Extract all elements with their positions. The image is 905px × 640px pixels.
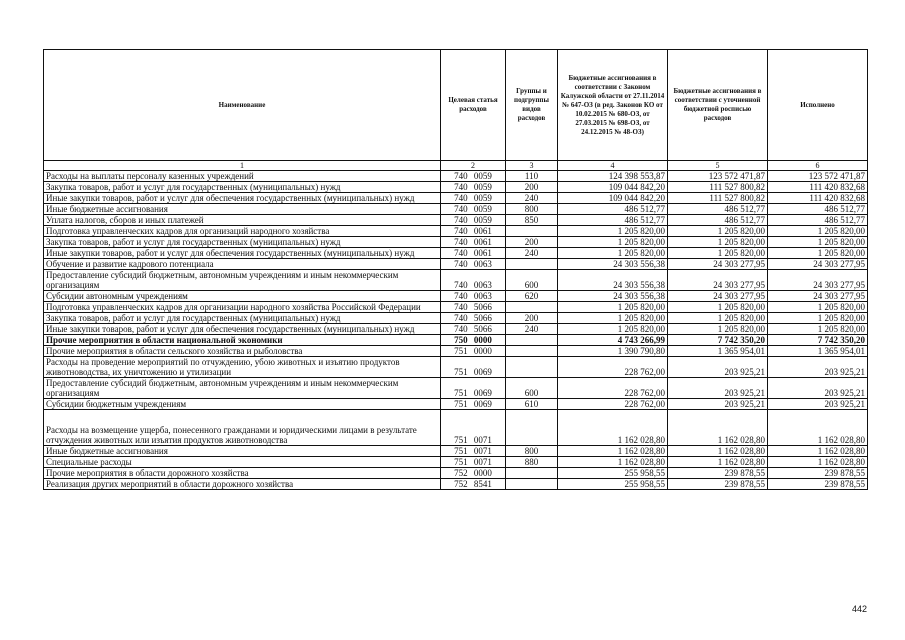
row-target: 740 0059 [441,171,506,182]
row-target: 740 5066 [441,313,506,324]
row-executed: 111 420 832,68 [768,182,868,193]
row-target: 751 0069 [441,378,506,399]
row-target: 751 0071 [441,457,506,468]
row-name: Иные бюджетные ассигнования [44,204,441,215]
row-executed: 1 205 820,00 [768,226,868,237]
row-assignments-schedule: 1 365 954,01 [668,346,768,357]
row-executed: 7 742 350,20 [768,335,868,346]
row-target: 740 0061 [441,226,506,237]
row-target: 740 5066 [441,302,506,313]
row-target: 740 0059 [441,193,506,204]
row-name: Расходы на проведение мероприятий по отчуждению, убою животных и изъятию продуктов животноводства, их уничтожению и утилизации [44,357,441,378]
row-name: Субсидии бюджетным учреждениям [44,399,441,410]
row-target: 740 0063 [441,291,506,302]
row-executed: 24 303 277,95 [768,270,868,291]
budget-table [43,49,868,490]
table-row [44,270,868,291]
row-executed: 486 512,77 [768,204,868,215]
row-executed: 111 420 832,68 [768,193,868,204]
row-assignments-schedule: 1 162 028,80 [668,457,768,468]
row-assignments-schedule: 111 527 800,82 [668,182,768,193]
header-assignments-law: Бюджетные ассигнования в соответствии с Законом Калужской области от 27.11.2014 № 647-ОЗ (в ред. Законов КО от 10.02.2015 № 680-ОЗ, от 27.03.2015 № 698-ОЗ, от 24.12.2015 № 48-ОЗ) [558,50,668,161]
row-name: Подготовка управленческих кадров для организации народного хозяйства Российской Федерации [44,302,441,313]
row-assignments-schedule: 1 205 820,00 [668,237,768,248]
row-target: 751 0069 [441,357,506,378]
table-row [44,171,868,182]
row-executed: 1 205 820,00 [768,313,868,324]
row-assignments-law: 1 205 820,00 [558,226,668,237]
row-assignments-schedule: 1 205 820,00 [668,324,768,335]
header-assignments-schedule: Бюджетные ассигнования в соответствии с уточненной бюджетной росписью расходов [668,50,768,161]
row-executed: 203 925,21 [768,357,868,378]
row-assignments-schedule: 24 303 277,95 [668,259,768,270]
table-row [44,193,868,204]
column-number: 3 [506,161,558,171]
table-row [44,324,868,335]
row-name: Закупка товаров, работ и услуг для государственных (муниципальных) нужд [44,182,441,193]
row-name: Иные закупки товаров, работ и услуг для обеспечения государственных (муниципальных) нужд [44,248,441,259]
table-row [44,313,868,324]
row-target: 751 0071 [441,410,506,446]
row-assignments-schedule: 1 205 820,00 [668,313,768,324]
row-assignments-law: 228 762,00 [558,357,668,378]
row-executed: 1 162 028,80 [768,457,868,468]
row-group: 110 [506,171,558,182]
row-assignments-law: 486 512,77 [558,204,668,215]
row-group: 800 [506,446,558,457]
column-number: 5 [668,161,768,171]
row-group [506,410,558,446]
row-group: 240 [506,248,558,259]
row-executed: 1 162 028,80 [768,446,868,457]
row-name: Обучение и развитие кадрового потенциала [44,259,441,270]
row-group: 600 [506,378,558,399]
row-group: 200 [506,237,558,248]
row-target: 750 0000 [441,335,506,346]
table-row [44,468,868,479]
row-assignments-law: 1 205 820,00 [558,324,668,335]
row-executed: 1 365 954,01 [768,346,868,357]
row-assignments-law: 1 205 820,00 [558,237,668,248]
row-assignments-law: 486 512,77 [558,215,668,226]
row-name: Прочие мероприятия в области национальной экономики [44,335,441,346]
row-assignments-law: 24 303 556,38 [558,270,668,291]
table-row [44,302,868,313]
row-assignments-law: 24 303 556,38 [558,291,668,302]
row-target: 740 5066 [441,324,506,335]
row-group [506,346,558,357]
row-assignments-law: 124 398 553,87 [558,171,668,182]
header-executed: Исполнено [768,50,868,161]
row-executed: 203 925,21 [768,378,868,399]
row-group [506,259,558,270]
row-executed: 24 303 277,95 [768,259,868,270]
row-assignments-law: 255 958,55 [558,468,668,479]
table-row [44,215,868,226]
table-header [44,50,868,161]
row-assignments-schedule: 239 878,55 [668,468,768,479]
table-row [44,410,868,446]
table-row [44,399,868,410]
row-assignments-schedule: 203 925,21 [668,399,768,410]
row-name: Реализация других мероприятий в области дорожного хозяйства [44,479,441,490]
row-executed: 1 205 820,00 [768,248,868,259]
row-assignments-law: 1 162 028,80 [558,457,668,468]
row-assignments-law: 1 390 790,80 [558,346,668,357]
table-row [44,237,868,248]
row-group [506,479,558,490]
row-group [506,357,558,378]
row-group [506,468,558,479]
row-target: 751 0069 [441,399,506,410]
table-row [44,248,868,259]
row-target: 740 0059 [441,204,506,215]
row-name: Подготовка управленческих кадров для организаций народного хозяйства [44,226,441,237]
table-row [44,204,868,215]
row-group: 200 [506,313,558,324]
row-group [506,226,558,237]
row-assignments-schedule: 486 512,77 [668,204,768,215]
table-row [44,335,868,346]
row-assignments-law: 228 762,00 [558,399,668,410]
table-row [44,259,868,270]
header-target: Целевая статья расходов [441,50,506,161]
row-assignments-law: 255 958,55 [558,479,668,490]
row-assignments-schedule: 1 205 820,00 [668,226,768,237]
row-group: 620 [506,291,558,302]
row-assignments-law: 1 162 028,80 [558,446,668,457]
row-assignments-law: 1 205 820,00 [558,302,668,313]
table-row [44,479,868,490]
row-name: Предоставление субсидий бюджетным, автономным учреждениям и иным некоммерческим организациям [44,378,441,399]
row-assignments-schedule: 1 162 028,80 [668,410,768,446]
row-target: 740 0061 [441,248,506,259]
row-assignments-schedule: 239 878,55 [668,479,768,490]
row-assignments-schedule: 1 205 820,00 [668,248,768,259]
row-target: 751 0071 [441,446,506,457]
table-row [44,226,868,237]
row-target: 752 0000 [441,468,506,479]
header-groups: Группы и подгруппы видов расходов [506,50,558,161]
row-executed: 1 205 820,00 [768,324,868,335]
column-number: 6 [768,161,868,171]
row-name: Иные бюджетные ассигнования [44,446,441,457]
table-row [44,446,868,457]
row-assignments-law: 4 743 266,99 [558,335,668,346]
row-name: Специальные расходы [44,457,441,468]
row-name: Уплата налогов, сборов и иных платежей [44,215,441,226]
row-group: 240 [506,193,558,204]
column-number-row [44,161,868,171]
row-assignments-law: 24 303 556,38 [558,259,668,270]
row-name: Прочие мероприятия в области сельского хозяйства и рыболовства [44,346,441,357]
row-assignments-schedule: 1 162 028,80 [668,446,768,457]
row-group: 240 [506,324,558,335]
table-row [44,357,868,378]
row-target: 740 0059 [441,215,506,226]
row-assignments-schedule: 203 925,21 [668,378,768,399]
row-group [506,335,558,346]
row-executed: 203 925,21 [768,399,868,410]
row-name: Расходы на выплаты персоналу казенных учреждений [44,171,441,182]
row-group: 600 [506,270,558,291]
row-executed: 239 878,55 [768,479,868,490]
row-assignments-law: 1 205 820,00 [558,313,668,324]
row-executed: 1 205 820,00 [768,302,868,313]
row-executed: 486 512,77 [768,215,868,226]
table-row [44,291,868,302]
row-assignments-schedule: 486 512,77 [668,215,768,226]
row-assignments-schedule: 7 742 350,20 [668,335,768,346]
row-name: Расходы на возмещение ущерба, понесенного гражданами и юридическими лицами в результате отчуждения животных или изъятия продуктов животноводства [44,410,441,446]
row-group: 200 [506,182,558,193]
row-group: 610 [506,399,558,410]
row-executed: 1 205 820,00 [768,237,868,248]
header-name: Наименование [44,50,441,161]
column-number: 1 [44,161,441,171]
row-name: Иные закупки товаров, работ и услуг для обеспечения государственных (муниципальных) нужд [44,193,441,204]
row-group: 850 [506,215,558,226]
row-executed: 239 878,55 [768,468,868,479]
row-name: Прочие мероприятия в области дорожного хозяйства [44,468,441,479]
row-group: 880 [506,457,558,468]
table-row [44,346,868,357]
row-assignments-law: 228 762,00 [558,378,668,399]
row-assignments-schedule: 24 303 277,95 [668,291,768,302]
row-target: 740 0059 [441,182,506,193]
row-assignments-law: 109 044 842,20 [558,182,668,193]
row-executed: 24 303 277,95 [768,291,868,302]
row-executed: 1 162 028,80 [768,410,868,446]
row-assignments-law: 109 044 842,20 [558,193,668,204]
row-name: Закупка товаров, работ и услуг для государственных (муниципальных) нужд [44,313,441,324]
row-assignments-schedule: 1 205 820,00 [668,302,768,313]
column-number: 4 [558,161,668,171]
row-assignments-schedule: 123 572 471,87 [668,171,768,182]
row-name: Субсидии автономным учреждениям [44,291,441,302]
row-executed: 123 572 471,87 [768,171,868,182]
row-target: 740 0061 [441,237,506,248]
row-target: 752 8541 [441,479,506,490]
row-target: 751 0000 [441,346,506,357]
row-target: 740 0063 [441,259,506,270]
table-row [44,182,868,193]
row-name: Закупка товаров, работ и услуг для государственных (муниципальных) нужд [44,237,441,248]
row-name: Предоставление субсидий бюджетным, автономным учреждениям и иным некоммерческим организациям [44,270,441,291]
row-assignments-law: 1 162 028,80 [558,410,668,446]
row-target: 740 0063 [441,270,506,291]
table-row [44,457,868,468]
row-assignments-schedule: 24 303 277,95 [668,270,768,291]
column-number: 2 [441,161,506,171]
row-assignments-law: 1 205 820,00 [558,248,668,259]
row-assignments-schedule: 111 527 800,82 [668,193,768,204]
row-group [506,302,558,313]
page-number: 442 [852,604,868,614]
row-assignments-schedule: 203 925,21 [668,357,768,378]
table-body [44,171,868,490]
row-group: 800 [506,204,558,215]
row-name: Иные закупки товаров, работ и услуг для обеспечения государственных (муниципальных) нужд [44,324,441,335]
table-row [44,378,868,399]
